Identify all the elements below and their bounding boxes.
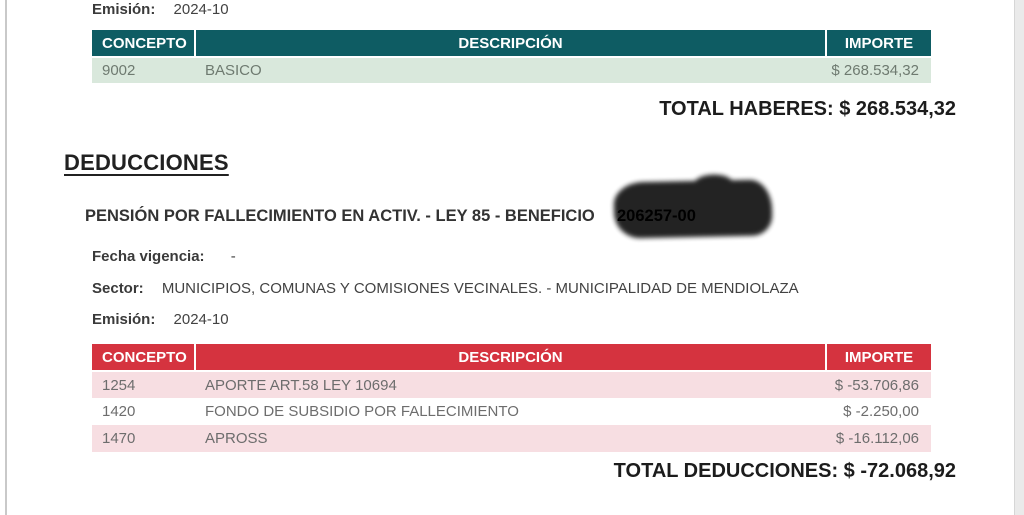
haberes-table [92,30,931,83]
benefit-number: 206257-00 [617,207,696,225]
page-right-edge-band [1014,0,1024,515]
emision-label: Emisión: [92,311,156,328]
benefit-title: PENSIÓN POR FALLECIMIENTO EN ACTIV. - LEY 85 - BENEFICIO [85,207,595,225]
concepto-cell: 1420 [102,403,136,420]
table-row [92,398,931,425]
deducciones-col-descripcion: DESCRIPCIÓN [195,344,826,371]
deducciones-header-row [92,344,931,371]
table-row [92,371,931,398]
emision-label: Emisión: [92,1,156,18]
importe-cell: $ -2.250,00 [843,403,919,420]
total-haberes-line: TOTAL HABERES: $ 268.534,32 [659,98,956,120]
deducciones-heading: DEDUCCIONES [64,150,229,175]
descripcion-cell: FONDO DE SUBSIDIO POR FALLECIMIENTO [205,403,519,420]
total-deducciones-line: TOTAL DEDUCCIONES: $ -72.068,92 [613,460,956,482]
importe-cell: $ 268.534,32 [831,62,919,79]
fecha-vigencia-field [92,248,236,265]
descripcion-cell: APROSS [205,430,268,447]
emision-field-top [92,1,229,18]
deducciones-table [92,344,931,452]
emision-value: 2024-10 [173,311,229,328]
sector-field [92,280,799,297]
descripcion-cell: APORTE ART.58 LEY 10694 [205,376,397,394]
sector-label: Sector: [92,280,144,297]
emision-value: 2024-10 [173,1,229,18]
page-left-edge-line [5,0,7,515]
table-row [92,57,931,83]
emision-field-deducciones [92,311,229,328]
deducciones-col-importe: IMPORTE [826,344,931,371]
importe-cell: $ -53.706,86 [834,376,919,394]
fecha-vigencia-value: - [230,248,236,265]
haberes-col-importe: IMPORTE [826,30,931,57]
table-row [92,425,931,452]
concepto-cell: 9002 [102,62,136,79]
haberes-header-row [92,30,931,57]
haberes-col-concepto: CONCEPTO [92,30,195,57]
descripcion-cell: BASICO [205,62,262,79]
concepto-cell: 1254 [102,376,136,394]
importe-cell: $ -16.112,06 [835,430,919,447]
deducciones-col-concepto: CONCEPTO [92,344,195,371]
haberes-col-descripcion: DESCRIPCIÓN [195,30,826,57]
concepto-cell: 1470 [102,430,136,447]
sector-value: MUNICIPIOS, COMUNAS Y COMISIONES VECINALES. - MUNICIPALIDAD DE MENDIOLAZA [161,280,799,297]
fecha-vigencia-label: Fecha vigencia: [92,248,205,265]
